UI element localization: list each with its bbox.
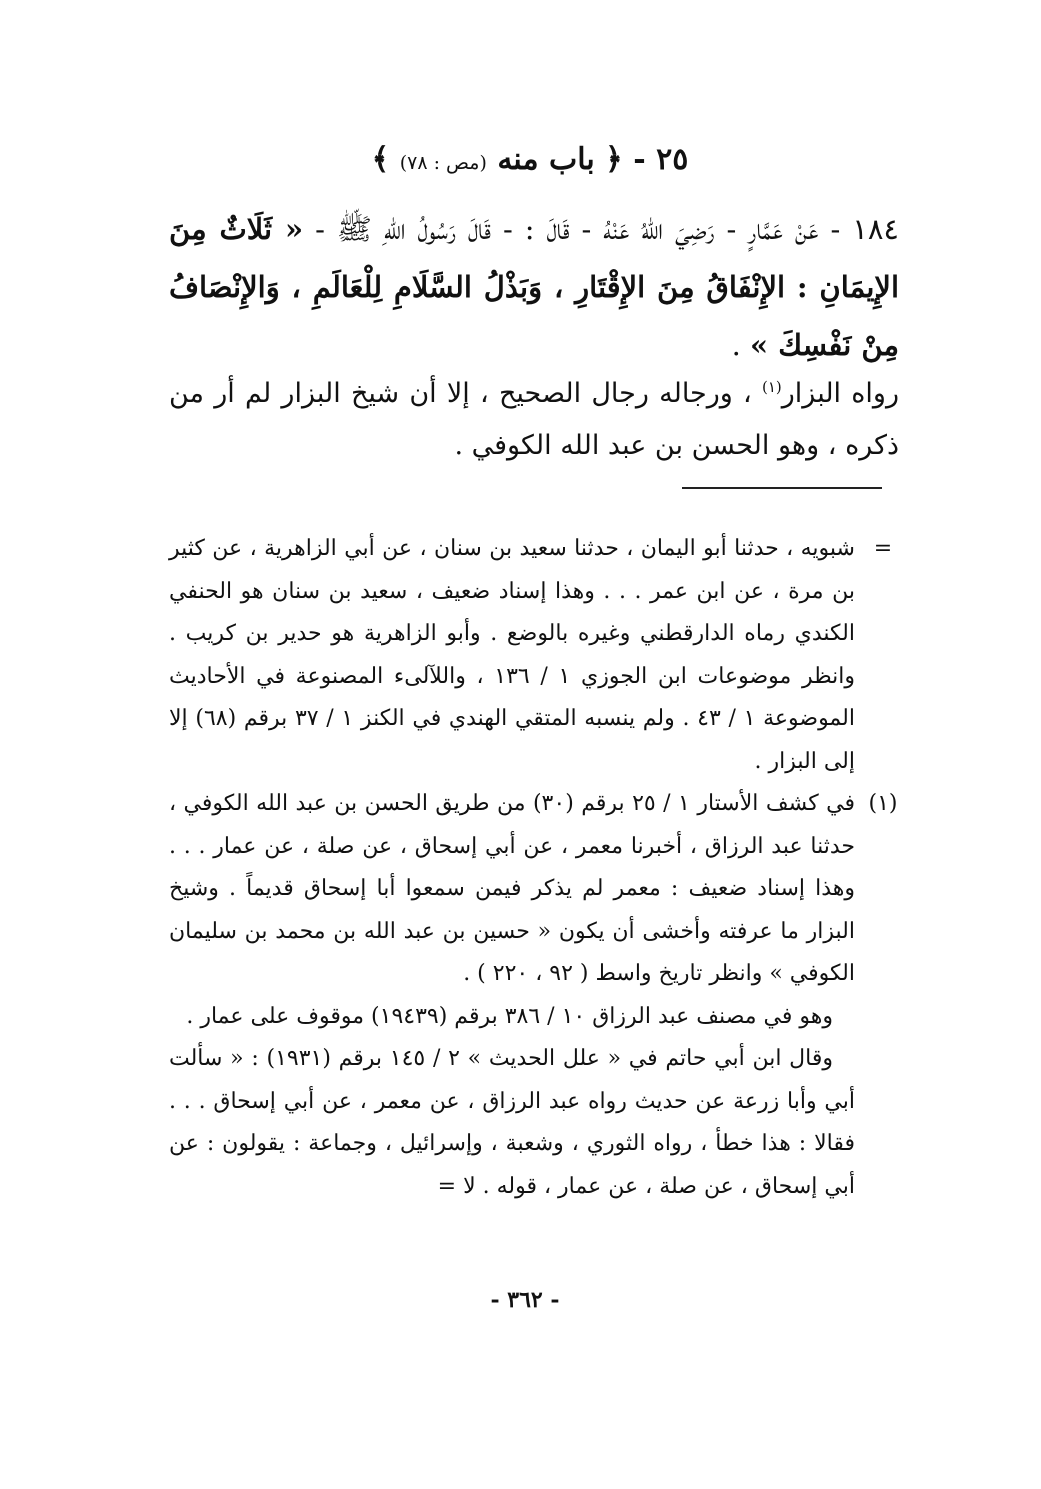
continuation-marker: = xyxy=(873,536,893,561)
footnote-1-paragraph-3: وقال ابن أبي حاتم في « علل الحديث » ٢ / ١٤٥ برقم (١٩٣١) : « سألت أبي وأبا زرعة عن حديث رواه عبد الرزاق ، عن معمر ، عن أبي إسحاق . . . فقالا : هذا خطأ ، رواه الثوري ، وشعبة ، وإسرائيل ، وجماعة : يقولون : عن أبي إسحاق ، عن صلة ، عن عمار ، قوله . لا = xyxy=(169,1046,855,1199)
footnotes-section xyxy=(169,528,899,1208)
hadith-matn: « ثَلَاثٌ مِنَ الإِيمَانِ : الإِنْفَاقُ مِنَ الإِقْتَارِ ، وَبَذْلُ السَّلَامِ لِلْعَالَمِ ، وَالإِنْصَافُ مِنْ نَفْسِكَ » xyxy=(169,212,899,362)
commentary-part2: ، ورجاله رجال الصحيح ، إلا أن شيخ البزار لم أر من ذكره ، وهو الحسن بن عبد الله الكوفي . xyxy=(169,378,899,461)
footnote-1-paragraph-2: وهو في مصنف عبد الرزاق ١٠ / ٣٨٦ برقم (١٩٤٣٩) موقوف على عمار . xyxy=(186,1003,833,1029)
footnote-1 xyxy=(169,783,899,996)
hadith-end: . xyxy=(731,328,751,362)
footnote-continuation xyxy=(169,528,899,783)
footnote-separator xyxy=(682,487,882,489)
chapter-close-bracket: ﴾ xyxy=(371,142,390,177)
chapter-title: ٢٥ - ﴿ باب منه xyxy=(497,142,689,177)
hadith-isnad: ١٨٤ - عَنْ عَمَّارٍ - رَضِيَ اللهُ عَنْهُ - قَالَ : - قَالَ رَسُولُ اللهِ ﷺ - xyxy=(315,212,899,246)
footnote-1-marker: (١) xyxy=(868,791,898,816)
commentary-part1: رواه البزار xyxy=(781,378,900,409)
hadith-text xyxy=(169,200,899,374)
chapter-heading xyxy=(300,138,760,185)
page-number: - ٣٦٢ - xyxy=(490,1287,560,1313)
continuation-text: شبويه ، حدثنا أبو اليمان ، حدثنا سعيد بن سنان ، عن أبي الزاهرية ، عن كثير بن مرة ، عن ابن عمر . . . وهذا إسناد ضعيف ، سعيد بن سنان هو الحنفي الكندي رماه الدارقطني وغيره بالوضع . وأبو الزاهرية هو حدير بن كريب . وانظر موضوعات ابن الجوزي ١ / ١٣٦ ، واللآلىء المصنوعة في الأحاديث الموضوعة ١ / ٤٣ . ولم ينسبه المتقي الهندي في الكنز ١ / ٣٧ برقم (٦٨) إلا إلى البزار . xyxy=(169,536,855,774)
chapter-reference: (مص : ٧٨) xyxy=(399,152,487,174)
commentary-text xyxy=(169,368,899,472)
footnote-1-text: في كشف الأستار ١ / ٢٥ برقم (٣٠) من طريق الحسن بن عبد الله الكوفي ، حدثنا عبد الرزاق ، أخبرنا معمر ، عن أبي إسحاق ، عن صلة ، عن عمار . . . وهذا إسناد ضعيف : معمر لم يذكر فيمن سمعوا أبا إسحاق قديماً . وشيخ البزار ما عرفته وأخشى أن يكون « حسين بن عبد الله بن محمد بن سليمان الكوفي » وانظر تاريخ واسط ( ٩٢ ، ٢٢٠ ) . xyxy=(169,791,855,986)
footnote-reference: (١) xyxy=(761,378,782,396)
